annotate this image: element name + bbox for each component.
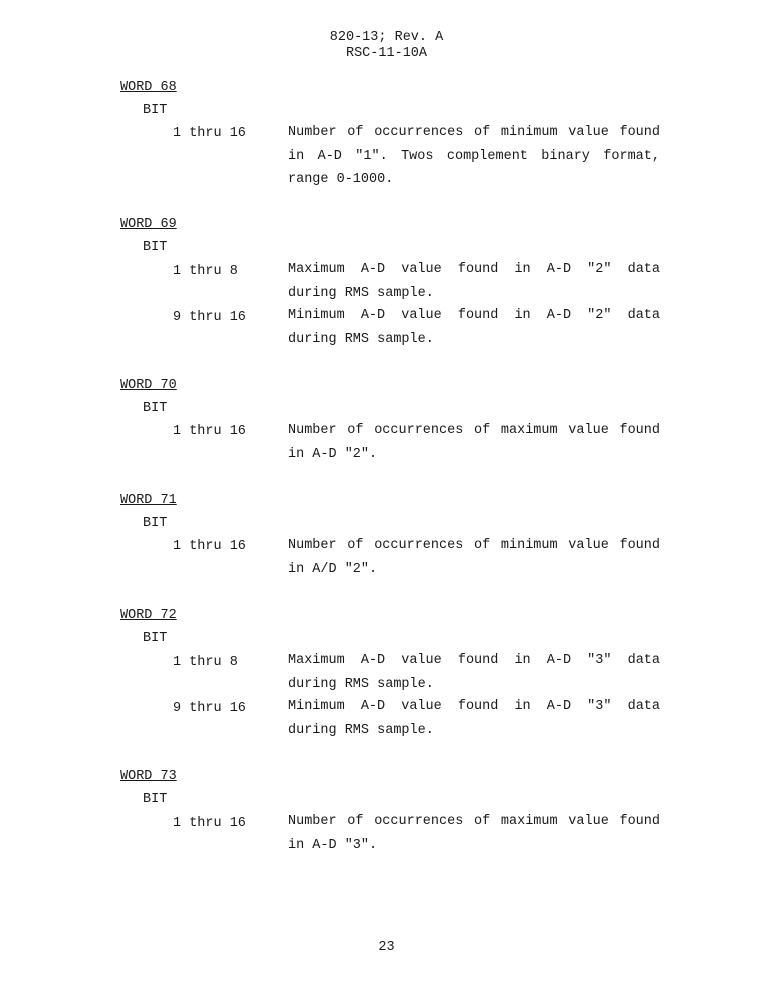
word-68-desc-1: Number of occurrences of minimum value found in A-D "1". Twos complement binary format, range 0-1000. xyxy=(288,125,660,187)
word-71-title: WORD 71 xyxy=(120,493,177,508)
word-72-bit-label: BIT xyxy=(143,631,168,646)
word-68-range-1: 1 thru 16 xyxy=(173,126,246,141)
word-69-desc-2: Minimum A-D value found in A-D "2" data during RMS sample. xyxy=(288,308,660,347)
word-73-title: WORD 73 xyxy=(120,769,177,784)
word-70-desc-1: Number of occurrences of maximum value found in A-D "2". xyxy=(288,423,660,462)
word-73-desc-1: Number of occurrences of maximum value found in A-D "3". xyxy=(288,814,660,853)
word-72-title: WORD 72 xyxy=(120,608,177,623)
word-69-bit-label: BIT xyxy=(143,240,168,255)
word-73-bit-label: BIT xyxy=(143,792,168,807)
word-69-desc-1: Maximum A-D value found in A-D "2" data during RMS sample. xyxy=(288,262,660,301)
word-71-bit-label: BIT xyxy=(143,516,168,531)
doc-id: RSC-11-10A xyxy=(345,46,427,61)
word-68-bit-label: BIT xyxy=(143,103,168,118)
page-header xyxy=(0,30,773,62)
word-72-desc-1: Maximum A-D value found in A-D "3" data during RMS sample. xyxy=(288,653,660,692)
word-71-range-1: 1 thru 16 xyxy=(173,539,246,554)
word-72-range-1: 1 thru 8 xyxy=(173,655,238,670)
page-number: 23 xyxy=(378,940,395,955)
word-69-range-2: 9 thru 16 xyxy=(173,310,246,325)
word-69-title: WORD 69 xyxy=(120,217,177,232)
word-73-range-1: 1 thru 16 xyxy=(173,816,246,831)
doc-number: 820-13; Rev. A xyxy=(329,30,444,45)
word-68-title: WORD 68 xyxy=(120,80,177,95)
word-71-desc-1: Number of occurrences of minimum value found in A/D "2". xyxy=(288,538,660,577)
word-70-range-1: 1 thru 16 xyxy=(173,424,246,439)
word-72-desc-2: Minimum A-D value found in A-D "3" data during RMS sample. xyxy=(288,699,660,738)
word-72-range-2: 9 thru 16 xyxy=(173,701,246,716)
word-70-title: WORD 70 xyxy=(120,378,177,393)
word-70-bit-label: BIT xyxy=(143,401,168,416)
word-69-range-1: 1 thru 8 xyxy=(173,264,238,279)
